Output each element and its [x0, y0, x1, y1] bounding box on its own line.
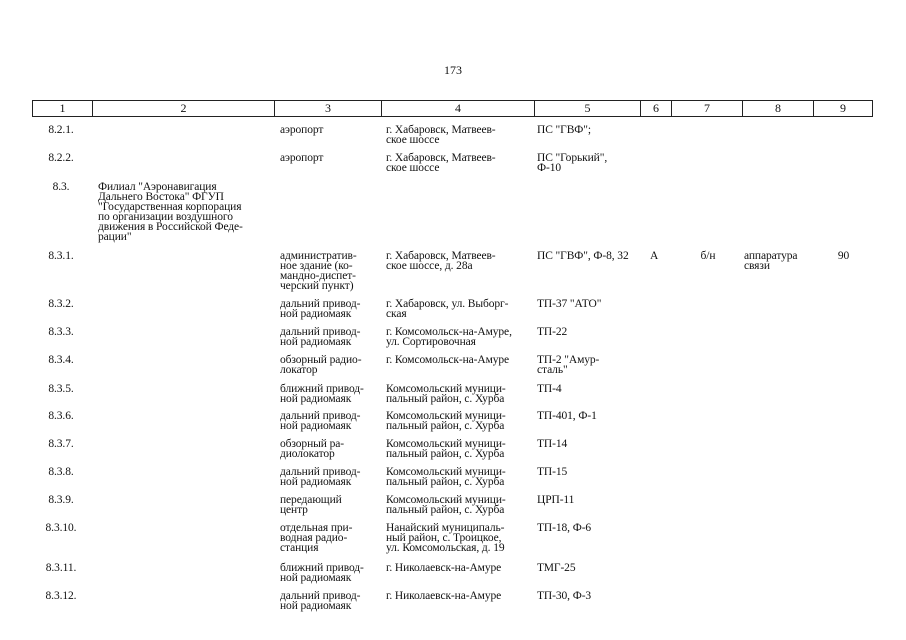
cell-num [32, 355, 90, 365]
cell-line: ЦРП-11 [537, 494, 575, 506]
cell-line: ТП-18, Ф-6 [537, 522, 592, 534]
cell-source [537, 467, 647, 477]
page-number: 173 [444, 63, 462, 77]
cell-type [280, 251, 384, 291]
cell-line: ТП-37 "АТО" [537, 298, 602, 310]
cell-source [537, 125, 647, 135]
cell-source [537, 384, 647, 394]
cell-type [280, 153, 384, 163]
cell-type [280, 523, 384, 553]
cell-line: г. Комсомольск-на-Амуре, [386, 326, 512, 338]
cell-line: Ф-10 [537, 162, 562, 174]
cell-address [386, 153, 536, 173]
cell-address [386, 327, 536, 347]
cell-line: г. Николаевск-на-Амуре [386, 562, 502, 574]
cell-line: ной радиомаяк [280, 393, 352, 405]
cell-text: 8.3.4. [48, 354, 74, 366]
cell-line: "Государственная корпорация [98, 201, 242, 213]
cell-line: пальный район, с. Хурба [386, 448, 505, 460]
cell-line: ный район, с. Троицкое, [386, 532, 502, 544]
cell-address [386, 467, 536, 487]
cell-line: локатор [280, 364, 318, 376]
cell-line: аэропорт [280, 152, 324, 164]
cell-line: пальный район, с. Хурба [386, 420, 505, 432]
cell-line: водная радио- [280, 532, 348, 544]
cell-type [280, 439, 384, 459]
cell-line: мандно-диспет- [280, 270, 356, 282]
cell-num [32, 251, 90, 261]
cell-line: аппаратура [744, 250, 798, 262]
cell-line: ПС "ГВФ", Ф-8, 32 [537, 250, 629, 262]
cell-line: ское шоссе, д. 28а [386, 260, 473, 272]
cell-type [280, 495, 384, 515]
cell-line: Комсомольский муници- [386, 466, 506, 478]
cell-line: дальний привод- [280, 410, 361, 422]
cell-line: ское шоссе [386, 162, 440, 174]
cell-type [280, 125, 384, 135]
cell-type [280, 563, 384, 583]
cell-line: Комсомольский муници- [386, 494, 506, 506]
cell-line: ТМГ-25 [537, 562, 576, 574]
column-header-7: 7 [671, 101, 742, 116]
cell-line: ной радиомаяк [280, 336, 352, 348]
cell-num [32, 299, 90, 309]
cell-line: ближний привод- [280, 383, 364, 395]
cell-line: Нанайский муниципаль- [386, 522, 505, 534]
cell-line: пальный район, с. Хурба [386, 504, 505, 516]
column-header-1: 1 [59, 101, 66, 115]
cell-power [675, 251, 741, 261]
cell-line: пальный район, с. Хурба [386, 393, 505, 405]
cell-text: 8.3.10. [45, 522, 77, 534]
cell-text: 8.3.3. [48, 326, 74, 338]
cell-line: ская [386, 308, 407, 320]
cell-num [32, 327, 90, 337]
column-header-3: 3 [274, 101, 381, 116]
cell-text: 8.2.2. [48, 152, 74, 164]
cell-line: ТП-22 [537, 326, 568, 338]
cell-line: ТП-14 [537, 438, 568, 450]
cell-num [32, 384, 90, 394]
cell-type [280, 384, 384, 404]
cell-address [386, 439, 536, 459]
cell-text: 8.3.1. [48, 250, 74, 262]
cell-source [537, 411, 647, 421]
column-header-9: 9 [813, 101, 872, 116]
cell-source [537, 523, 647, 533]
cell-category [650, 251, 672, 261]
cell-type [280, 327, 384, 347]
cell-address [386, 591, 536, 601]
cell-text: 8.3.9. [48, 494, 74, 506]
cell-source [537, 299, 647, 309]
cell-text: А [650, 250, 659, 262]
cell-line: черский пункт) [280, 280, 354, 292]
cell-line: г. Николаевск-на-Амуре [386, 590, 502, 602]
cell-text: 8.3.12. [45, 590, 77, 602]
cell-line: ближний привод- [280, 562, 364, 574]
cell-num [32, 591, 90, 601]
cell-line: ТП-2 "Амур- [537, 354, 600, 366]
cell-type [280, 411, 384, 431]
cell-line: рации" [98, 231, 132, 243]
cell-line: Комсомольский муници- [386, 383, 506, 395]
cell-line: г. Хабаровск, ул. Выборг- [386, 298, 509, 310]
cell-address [386, 563, 536, 573]
cell-line: Филиал "Аэронавигация [98, 181, 217, 193]
cell-line: ной радиомаяк [280, 600, 352, 612]
cell-line: обзорный радио- [280, 354, 362, 366]
cell-type [280, 355, 384, 375]
cell-line: г. Комсомольск-на-Амуре [386, 354, 510, 366]
cell-line: ул. Комсомольская, д. 19 [386, 542, 505, 554]
cell-line: г. Хабаровск, Матвеев- [386, 250, 496, 262]
cell-line: обзорный ра- [280, 438, 344, 450]
cell-num [32, 125, 90, 135]
table-header-row [32, 100, 873, 117]
cell-line: диолокатор [280, 448, 335, 460]
cell-address [386, 125, 536, 145]
cell-line: ной радиомаяк [280, 476, 352, 488]
cell-source [537, 251, 647, 261]
cell-line: административ- [280, 250, 357, 262]
cell-line: движения в Российской Феде- [98, 221, 243, 233]
column-header-6: 6 [640, 101, 671, 116]
cell-line: связи [744, 260, 770, 272]
cell-num [32, 563, 90, 573]
cell-line: ной радиомаяк [280, 308, 352, 320]
cell-line: ТП-15 [537, 466, 568, 478]
cell-num [32, 153, 90, 163]
cell-address [386, 411, 536, 431]
cell-line: ТП-30, Ф-3 [537, 590, 592, 602]
cell-line: г. Хабаровск, Матвеев- [386, 124, 496, 136]
cell-address [386, 523, 536, 553]
cell-source [537, 439, 647, 449]
cell-source [537, 563, 647, 573]
cell-line: отдельная при- [280, 522, 353, 534]
cell-text: 8.3.6. [48, 410, 74, 422]
cell-text: 8.2.1. [48, 124, 74, 136]
cell-address [386, 495, 536, 515]
cell-source [537, 355, 647, 375]
column-header-5: 5 [534, 101, 640, 116]
cell-text: 90 [837, 250, 850, 262]
cell-address [386, 251, 536, 271]
cell-line: ул. Сортировочная [386, 336, 476, 348]
cell-line: ной радиомаяк [280, 420, 352, 432]
cell-source [537, 153, 647, 173]
cell-source [537, 495, 647, 505]
cell-type [280, 467, 384, 487]
cell-line: аэропорт [280, 124, 324, 136]
cell-line: г. Хабаровск, Матвеев- [386, 152, 496, 164]
cell-text: 8.3.8. [48, 466, 74, 478]
column-header-4: 4 [381, 101, 534, 116]
cell-source [537, 591, 647, 601]
cell-text: 8.3. [52, 181, 70, 193]
cell-line: Дальнего Востока" ФГУП [98, 191, 224, 203]
cell-address [386, 299, 536, 319]
cell-num [32, 523, 90, 533]
cell-line: станция [280, 542, 319, 554]
cell-num [32, 411, 90, 421]
cell-line: передающий [280, 494, 342, 506]
cell-value [814, 251, 873, 261]
cell-text: 8.3.5. [48, 383, 74, 395]
cell-line: ПС "ГВФ"; [537, 124, 591, 136]
cell-line: дальний привод- [280, 466, 361, 478]
column-header-8: 8 [742, 101, 813, 116]
cell-line: ной радиомаяк [280, 572, 352, 584]
cell-line: ТП-401, Ф-1 [537, 410, 597, 422]
cell-line: по организации воздушного [98, 211, 233, 223]
cell-line: дальний привод- [280, 326, 361, 338]
cell-source [537, 327, 647, 337]
cell-num [32, 467, 90, 477]
cell-type [280, 299, 384, 319]
cell-line: дальний привод- [280, 298, 361, 310]
cell-line: сталь" [537, 364, 568, 376]
cell-address [386, 384, 536, 404]
cell-text: б/н [700, 250, 716, 262]
cell-line: ное здание (ко- [280, 260, 353, 272]
cell-line: пальный район, с. Хурба [386, 476, 505, 488]
cell-line: ТП-4 [537, 383, 562, 395]
cell-num [32, 439, 90, 449]
cell-line: центр [280, 504, 308, 516]
cell-line: Комсомольский муници- [386, 410, 506, 422]
cell-num [32, 495, 90, 505]
cell-type [280, 591, 384, 611]
cell-line: Комсомольский муници- [386, 438, 506, 450]
cell-line: ское шоссе [386, 134, 440, 146]
column-header-2: 2 [92, 101, 274, 116]
cell-address [386, 355, 536, 365]
cell-text: 8.3.7. [48, 438, 74, 450]
cell-line: ПС "Горький", [537, 152, 608, 164]
cell-text: 8.3.2. [48, 298, 74, 310]
cell-line: дальний привод- [280, 590, 361, 602]
cell-num [32, 182, 90, 192]
cell-text: 8.3.11. [45, 562, 77, 574]
cell-org [98, 182, 274, 242]
